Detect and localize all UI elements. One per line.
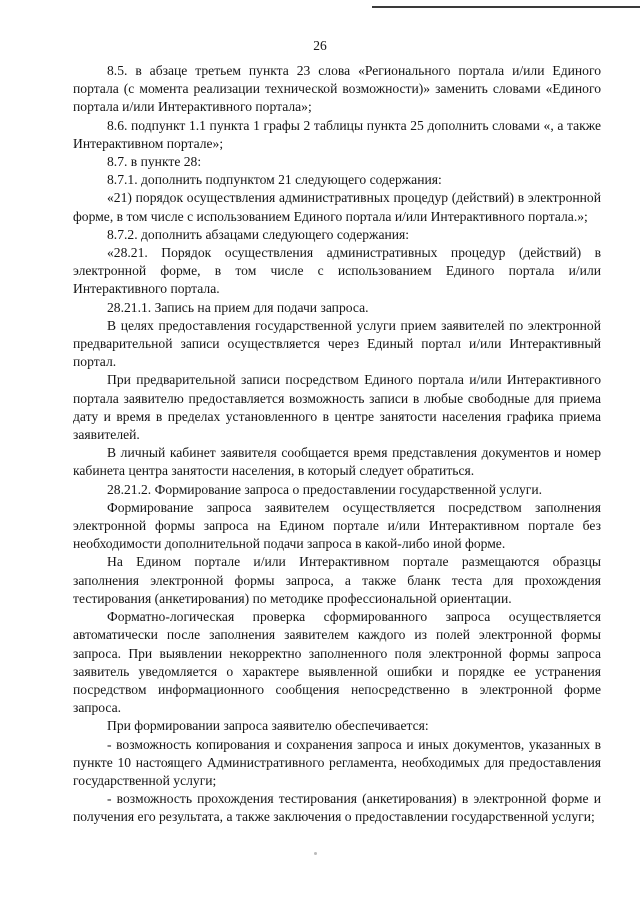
list-item-copy-save: - возможность копирования и сохранения запроса и иных документов, указанных в пункте 10 настоящего Административного регламента, необходимых для предоставления государственной услуги; — [73, 736, 601, 788]
paragraph-subpoint-21: «21) порядок осуществления административных процедур (действий) в электронной форме, в том числе с использованием Единого портала и/или Интерактивного портала.»; — [73, 190, 601, 224]
paragraph-provisions-intro: При формировании запроса заявителю обеспечивается: — [107, 718, 429, 734]
paragraph-request-formation: Формирование запроса заявителем осуществляется посредством заполнения электронной формы запроса на Едином портале и/или Интерактивном портале без необходимости дополнительной подачи запроса в какой-либо иной форме. — [73, 499, 601, 552]
paragraph-28-21-2: 28.21.2. Формирование запроса о предоставлении государственной услуги. — [107, 481, 543, 497]
document-body — [73, 62, 601, 827]
paragraph-personal-cabinet: В личный кабинет заявителя сообщается время представления документов и номер кабинета центра занятости населения, в который следует обратиться. — [73, 445, 601, 479]
paragraph-8-6: 8.6. подпункт 1.1 пункта 1 графы 2 таблицы пункта 25 дополнить словами «, а также Интерактивном портале»; — [73, 117, 601, 151]
page-number: 26 — [313, 38, 327, 53]
paragraph-form-samples: На Едином портале и/или Интерактивном портале размещаются образцы заполнения электронной формы запроса, а также бланк теста для прохождения тестирования (анкетирования) по методике профессиональной ориентации. — [73, 554, 601, 606]
list-item-testing: - возможность прохождения тестирования (анкетирования) в электронной форме и получения его результата, а также заключения о предоставлении государственной услуги; — [73, 791, 601, 825]
paragraph-prior-registration: В целях предоставления государственной услуги прием заявителей по электронной предварительной записи осуществляется через Единый портал и/или Интерактивный портал. — [73, 317, 601, 370]
paragraph-8-7: 8.7. в пункте 28: — [107, 154, 202, 170]
scan-speck — [314, 852, 317, 855]
paragraph-registration-slots: При предварительной записи посредством Единого портала и/или Интерактивного портала заявителю предоставляется возможность записи в любые свободные для приема дату и время в пределах установленного в центре занятости населения графика приема заявителей. — [73, 372, 601, 443]
paragraph-8-7-2: 8.7.2. дополнить абзацами следующего содержания: — [107, 226, 410, 242]
paragraph-format-check: Форматно-логическая проверка сформированного запроса осуществляется автоматически после заполнения заявителем каждого из полей электронной формы запроса. При выявлении некорректно заполненного поля электронной формы запроса заявитель уведомляется о характере выявленной ошибки и порядке ее устранения посредством информационного сообщения непосредственно в электронной форме запроса. — [73, 609, 601, 716]
top-rule — [372, 6, 640, 8]
paragraph-28-21: «28.21. Порядок осуществления административных процедур (действий) в электронной форме, в том числе с использованием Единого портала и/или Интерактивного портала. — [73, 245, 601, 297]
paragraph-8-5: 8.5. в абзаце третьем пункта 23 слова «Регионального портала и/или Единого портала (с момента реализации технической возможности)» заменить словами «Единого портала и/или Интерактивного портала»; — [73, 63, 601, 115]
paragraph-8-7-1: 8.7.1. дополнить подпунктом 21 следующего содержания: — [107, 172, 442, 188]
paragraph-28-21-1: 28.21.1. Запись на прием для подачи запроса. — [107, 299, 369, 315]
